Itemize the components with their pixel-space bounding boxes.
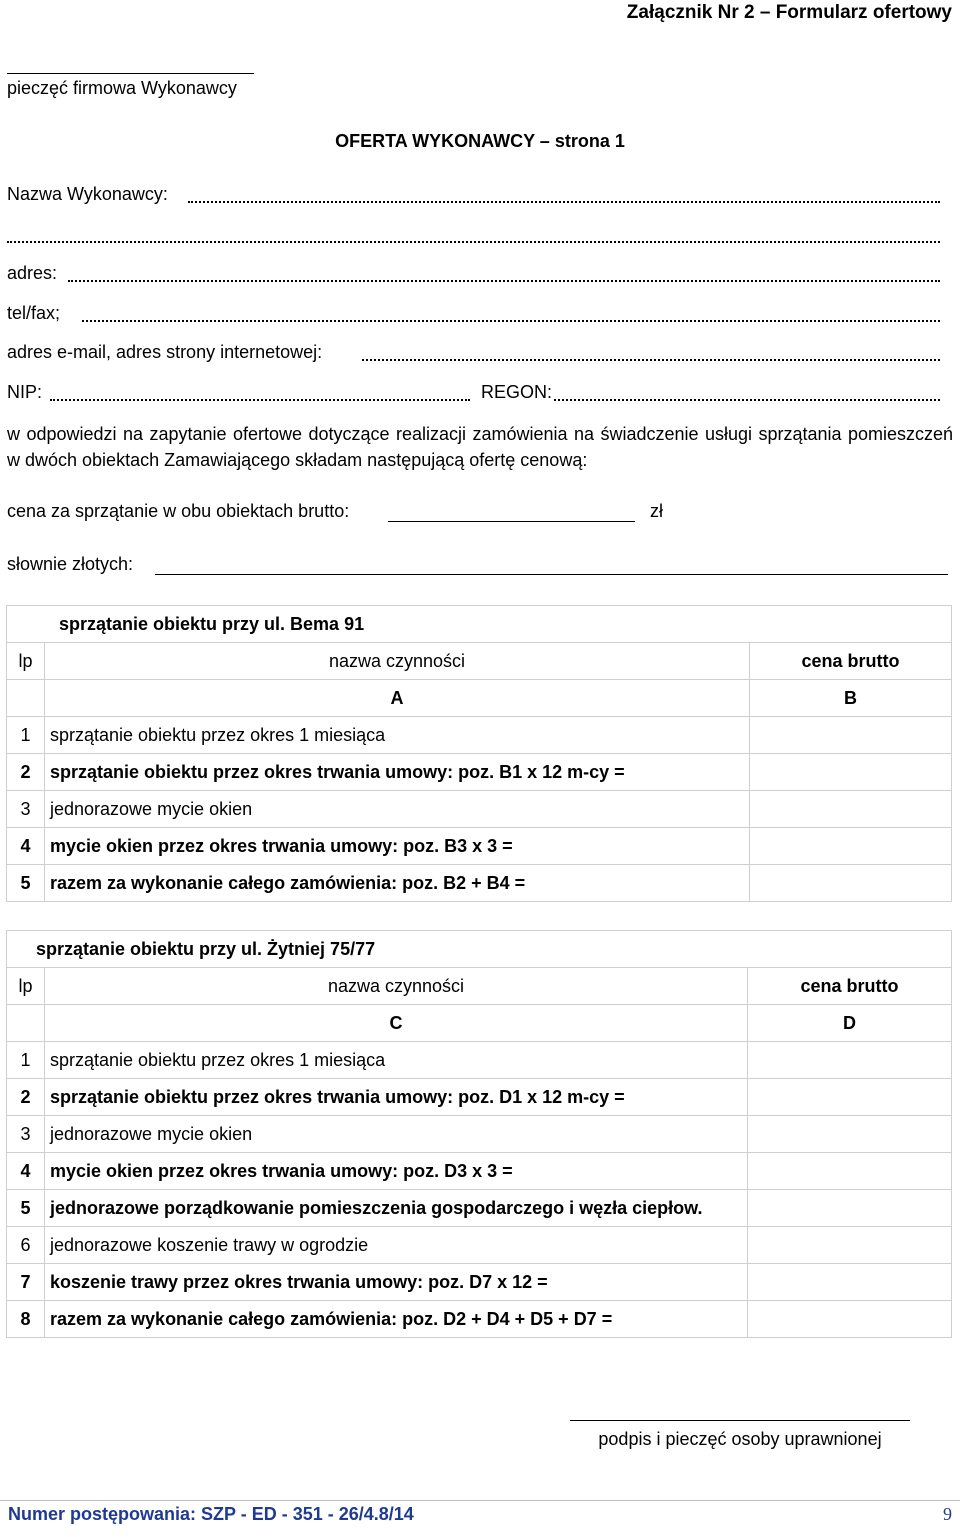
words-field[interactable] — [155, 574, 948, 575]
words-label: słownie złotych: — [7, 554, 134, 574]
table-row: 5 jednorazowe porządkowanie pomieszczenia gospodarczego i węzła ciepłow. — [7, 1190, 952, 1227]
signature-label: podpis i pieczęć osoby uprawnionej — [598, 1429, 882, 1449]
phone-field[interactable] — [82, 320, 940, 322]
signature-line[interactable] — [570, 1420, 910, 1421]
empty-cell — [7, 1005, 45, 1042]
price-cell[interactable] — [748, 1227, 952, 1264]
regon-label: REGON: — [481, 382, 553, 402]
table-row: 7 koszenie trawy przez okres trwania umowy: poz. D7 x 12 = — [7, 1264, 952, 1301]
price-cell[interactable] — [750, 791, 952, 828]
col-name-header: nazwa czynności — [45, 968, 748, 1005]
table-row: 1 sprzątanie obiektu przez okres 1 miesiąca — [7, 1042, 952, 1079]
attachment-title: Załącznik Nr 2 – Formularz ofertowy — [626, 2, 952, 23]
price-cell[interactable] — [748, 1079, 952, 1116]
table-row: 4 mycie okien przez okres trwania umowy: poz. D3 x 3 = — [7, 1153, 952, 1190]
price-cell[interactable] — [750, 865, 952, 902]
empty-cell — [7, 680, 45, 717]
offer-title: OFERTA WYKONAWCY – strona 1 — [335, 131, 625, 151]
col-c-label: C — [45, 1005, 748, 1042]
price-cell[interactable] — [748, 1264, 952, 1301]
table-row: 4 mycie okien przez okres trwania umowy: poz. B3 x 3 = — [7, 828, 952, 865]
contractor-name-field-2[interactable] — [7, 241, 940, 243]
col-b-label: B — [750, 680, 952, 717]
email-label: adres e-mail, adres strony internetowej: — [7, 342, 323, 362]
col-name-header: nazwa czynności — [45, 643, 750, 680]
nip-field[interactable] — [50, 399, 470, 401]
currency-label: zł — [650, 501, 663, 521]
contractor-name-field[interactable] — [188, 201, 940, 203]
price-cell[interactable] — [748, 1116, 952, 1153]
col-d-label: D — [748, 1005, 952, 1042]
email-field[interactable] — [362, 359, 940, 361]
price-cell[interactable] — [748, 1301, 952, 1338]
price-cell[interactable] — [748, 1153, 952, 1190]
phone-label: tel/fax; — [7, 303, 61, 323]
table-row: 5 razem za wykonanie całego zamówienia: poz. B2 + B4 = — [7, 865, 952, 902]
table-row: 8 razem za wykonanie całego zamówienia: poz. D2 + D4 + D5 + D7 = — [7, 1301, 952, 1338]
table-bema-title: sprzątanie obiektu przy ul. Bema 91 — [7, 606, 952, 643]
price-label: cena za sprzątanie w obu obiektach brutto: — [7, 501, 350, 521]
stamp-line — [7, 73, 254, 74]
page-number: 9 — [943, 1504, 952, 1524]
table-bema — [6, 605, 952, 902]
regon-field[interactable] — [554, 399, 940, 401]
price-cell[interactable] — [750, 754, 952, 791]
price-cell[interactable] — [748, 1190, 952, 1227]
table-row: 2 sprzątanie obiektu przez okres trwania umowy: poz. B1 x 12 m-cy = — [7, 754, 952, 791]
table-row: 3 jednorazowe mycie okien — [7, 1116, 952, 1153]
col-price-header: cena brutto — [750, 643, 952, 680]
col-lp-header: lp — [7, 643, 45, 680]
price-cell[interactable] — [750, 828, 952, 865]
table-row: 2 sprzątanie obiektu przez okres trwania umowy: poz. D1 x 12 m-cy = — [7, 1079, 952, 1116]
col-a-label: A — [45, 680, 750, 717]
contractor-name-label: Nazwa Wykonawcy: — [7, 184, 168, 204]
col-price-header: cena brutto — [748, 968, 952, 1005]
intro-paragraph: w odpowiedzi na zapytanie ofertowe dotyczące realizacji zamówienia na świadczenie usługi sprzątania pomieszczeń w dwóch obiektach Zamawiającego składam następującą ofertę cenową: — [7, 424, 953, 470]
price-field[interactable] — [388, 521, 635, 522]
footer-divider — [0, 1500, 960, 1501]
case-number: Numer postępowania: SZP - ED - 351 - 26/4.8/14 — [8, 1504, 414, 1524]
table-row: 6 jednorazowe koszenie trawy w ogrodzie — [7, 1227, 952, 1264]
table-row: 1 sprzątanie obiektu przez okres 1 miesiąca — [7, 717, 952, 754]
table-row: 3 jednorazowe mycie okien — [7, 791, 952, 828]
price-cell[interactable] — [750, 717, 952, 754]
stamp-label: pieczęć firmowa Wykonawcy — [7, 78, 237, 98]
address-field[interactable] — [68, 280, 940, 282]
price-cell[interactable] — [748, 1042, 952, 1079]
address-label: adres: — [7, 263, 58, 283]
table-zytnia-title: sprzątanie obiektu przy ul. Żytniej 75/77 — [7, 931, 952, 968]
table-zytnia — [6, 930, 952, 1338]
col-lp-header: lp — [7, 968, 45, 1005]
nip-label: NIP: — [7, 382, 43, 402]
